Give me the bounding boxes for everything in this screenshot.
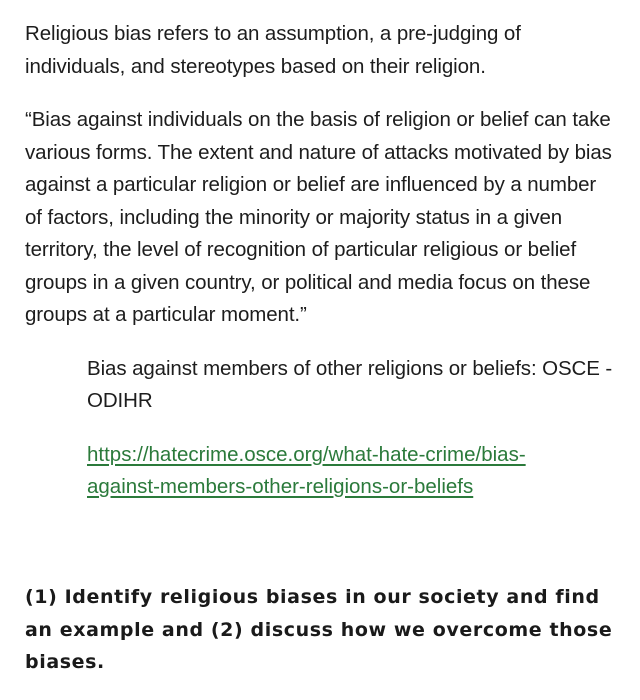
discussion-question: (1) Identify religious biases in our society and find an example and (2) discuss how we overcome those biases. [25, 586, 613, 673]
article-body [25, 18, 617, 504]
citation-link[interactable] [87, 439, 617, 504]
citation-link-line-2[interactable]: against-members-other-religions-or-beliefs [87, 475, 474, 498]
citation-title: Bias against members of other religions or beliefs: OSCE - ODIHR [87, 356, 613, 412]
quote-paragraph: “Bias against individuals on the basis of religion or belief can take various forms. The extent and nature of attacks motivated by bias against a particular religion or belief are influenced by a number of factors, including the minority or majority status in a given territory, the level of recognition of particular religious or belief groups in a given country, or political and media focus on these groups at a particular moment.” [25, 108, 612, 326]
intro-paragraph: Religious bias refers to an assumption, a pre-judging of individuals, and stereotypes based on their religion. [25, 22, 521, 78]
citation-link-line-1[interactable]: https://hatecrime.osce.org/what-hate-crime/bias- [87, 442, 526, 466]
